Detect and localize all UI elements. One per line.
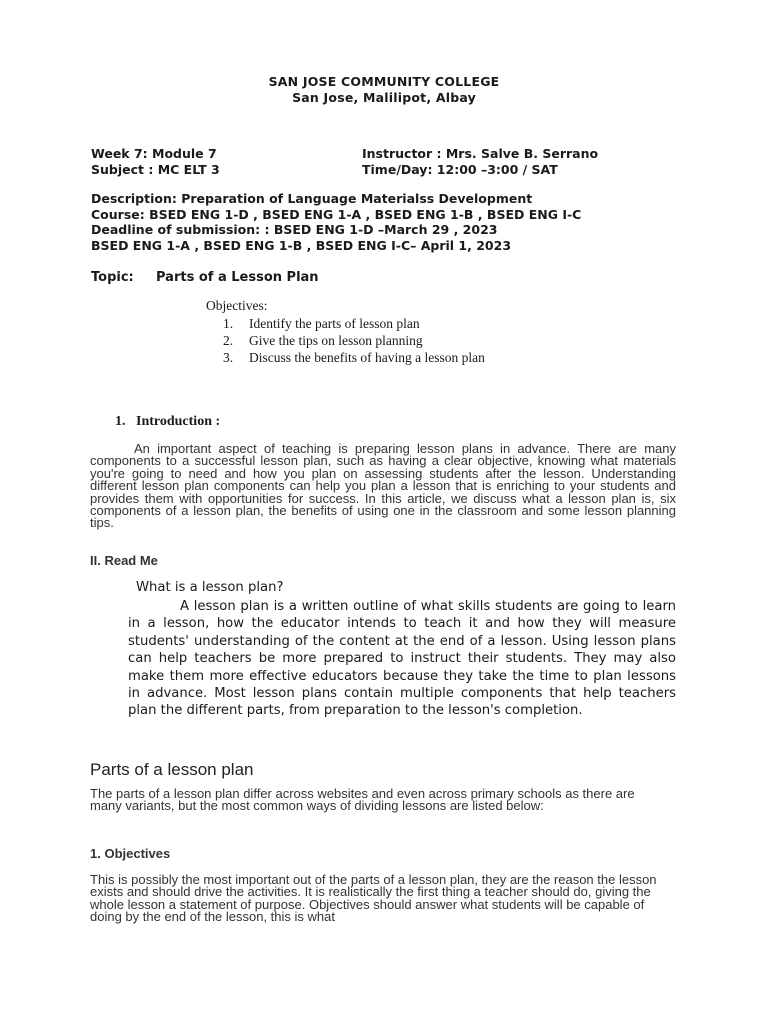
subject: Subject : MC ELT 3 (91, 162, 220, 177)
objective-item-1: Identify the parts of lesson plan (249, 316, 420, 331)
read-me-body: A lesson plan is a written outline of what skills students are going to learn in a lesson, how the educator intends to teach it and how they will measure students' understanding of the content at the end of a lesson. Using lesson plans can help teachers be more prepared to instruct their students. They may also make them more effective educators because they take the time to plan lessons in advance. Most lesson plans contain multiple components that help teachers plan the different parts, from preparation to the lesson's completion. (128, 599, 676, 719)
description: Description: Preparation of Language Materialss Development (91, 191, 533, 206)
introduction-number: 1. (115, 414, 126, 429)
topic-label: Topic: (91, 270, 134, 285)
deadline-line-2: BSED ENG 1-A , BSED ENG 1-B , BSED ENG I-C– April 1, 2023 (91, 238, 512, 253)
objectives-section-body: This is possibly the most important out of the parts of a lesson plan, they are the reason the lesson exists and should drive the activities. It is realistically the first thing a teacher should do, giving the whole lesson a statement of purpose. Objectives should answer what students will be capable of doing by the end of the lesson, this is what (90, 872, 657, 925)
time-day: Time/Day: 12:00 –3:00 / SAT (362, 162, 558, 177)
objective-num-2: 2. (223, 333, 234, 348)
parts-heading: Parts of a lesson plan (90, 760, 254, 779)
lesson-plan-question: What is a lesson plan? (136, 580, 284, 595)
objective-num-3: 3. (223, 350, 234, 365)
week-module: Week 7: Module 7 (91, 146, 217, 161)
objective-item-2: Give the tips on lesson planning (249, 333, 423, 348)
instructor: Instructor : Mrs. Salve B. Serrano (362, 146, 599, 161)
college-address: San Jose, Malilipot, Albay (292, 90, 476, 105)
introduction-body: An important aspect of teaching is preparing lesson plans in advance. There are many components to a successful lesson plan, such as having a clear objective, knowing what materials you're going to need and how you plan on assessing students after the lesson. Understanding different lesson plan components can help you plan a lesson that is enriching to your students and provides them with opportunities for success. In this article, we discuss what a lesson plan is, six components of a lesson plan, the benefits of using one in the classroom and some lesson planning tips. (90, 441, 676, 531)
read-me-heading: II. Read Me (90, 553, 158, 568)
objective-item-3: Discuss the benefits of having a lesson plan (249, 350, 485, 365)
course: Course: BSED ENG 1-D , BSED ENG 1-A , BSED ENG 1-B , BSED ENG I-C (91, 207, 582, 222)
college-name: SAN JOSE COMMUNITY COLLEGE (268, 74, 500, 89)
deadline-line-1: Deadline of submission: : BSED ENG 1-D –March 29 , 2023 (91, 222, 498, 237)
introduction-heading: Introduction : (136, 414, 221, 429)
objectives-heading: Objectives: (206, 298, 268, 313)
parts-body: The parts of a lesson plan differ across websites and even across primary schools as there are many variants, but the most common ways of dividing lessons are listed below: (90, 786, 635, 814)
objectives-section-heading: 1. Objectives (90, 846, 171, 861)
topic-value: Parts of a Lesson Plan (156, 270, 319, 285)
objective-num-1: 1. (223, 316, 234, 331)
